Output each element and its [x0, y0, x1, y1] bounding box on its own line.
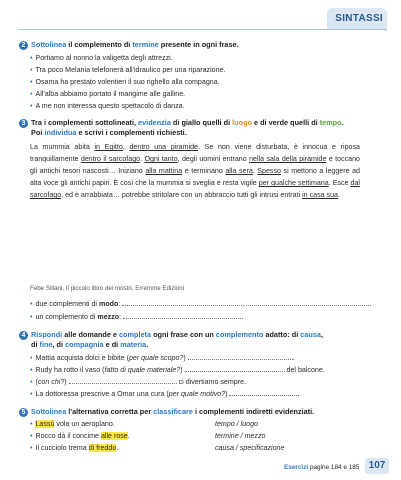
exercise-5-number: 5 — [19, 408, 28, 417]
mezzo-answer-row: • un complemento di mezzo: — [30, 312, 243, 322]
exercise-5-instruction: Sottolinea l'alternativa corretta per classificare i complementi indiretti evidenziati. — [31, 407, 315, 416]
answer-blank[interactable] — [246, 299, 371, 306]
underlined-complement: nella sala della piramide — [249, 155, 327, 164]
underlined-complement: in Egitto — [94, 143, 123, 151]
highlighted-complement: di freddo — [88, 444, 117, 452]
exercises-link[interactable]: Esercizi — [284, 464, 309, 471]
underlined-complement: per qualche settimana — [258, 179, 329, 188]
underlined-complement: alla sera — [225, 167, 253, 176]
exercise-4-question: • (con chi?) ci divertiamo sempre. — [30, 378, 247, 386]
passage-source: Febe Sillani, Il piccolo libro dei mostri, Erremme Edizioni — [30, 285, 185, 292]
underlined-complement: Spesso — [257, 167, 281, 176]
exercise-5-sentence: • Il cucciolo trema di freddo. — [30, 444, 119, 452]
exercise-3-instruction-line-1: Tra i complementi sottolineati, evidenzia di giallo quelli di luogo e di verde quelli di tempo. — [31, 118, 344, 127]
underlined-complement: dal sarcofago — [30, 179, 360, 200]
section-tab-label: SINTASSI — [335, 13, 383, 24]
exercise-2-item: • Osama ha prestato volentieri il suo righello alla compagna. — [30, 78, 220, 86]
exercise-2-instruction: Sottolinea il complemento di termine presente in ogni frase. — [31, 40, 239, 49]
underlined-complement: dentro una piramide — [129, 143, 198, 151]
exercise-3-number: 3 — [19, 119, 28, 128]
section-tab — [327, 8, 387, 30]
answer-blank[interactable] — [185, 365, 285, 372]
header-rule — [18, 29, 387, 30]
exercise-4-question: • Mattia acquista dolci e bibite (per quale scopo?) . — [30, 354, 295, 362]
underlined-complement: Ogni tanto — [144, 155, 178, 164]
underlined-complement: in casa sua — [302, 191, 338, 200]
exercise-5-sentence: • Rocco dà il concime alle rose. — [30, 432, 130, 440]
highlighted-complement: alle rose — [100, 432, 128, 440]
exercise-3-instruction-line-2: Poi individua e scrivi i complementi richiesti. — [31, 128, 187, 137]
exercise-2-item: • A me non interessa questo spettacolo di danza. — [30, 102, 185, 110]
exercise-4-question: • La dottoressa prescrive a Omar una cura (per quale motivo?) — [30, 389, 299, 399]
reading-passage: La mummia abita in Egitto, dentro una piramide. Se non viene disturbata, è innocua e riposa tranquillamente dentro il sarcofago. Ogni tanto, degli uomini entrano nella sala della piramide e toccano gli antichi tesori nascosti… Iniziano alla mattina e terminano alla sera. Spesso si mettono a leggere ad alta voce gli antichi papiri. È così che la mummia si sveglia e resta vigile per qualche settimana. Esce dal sarcofago, ed è arrabbiata… potrebbe stritolare con un abbraccio tutti gli intrusi entrati in casa sua. — [30, 143, 361, 200]
exercise-2-item: • Tra poco Melania telefonerà all'idraulico per una riparazione. — [30, 66, 226, 74]
answer-blank[interactable] — [229, 389, 299, 396]
underlined-complement: alla mattina — [145, 167, 183, 176]
classification-options[interactable]: causa / specificazione — [215, 444, 285, 452]
exercise-4-instruction-line-2: di fine, di compagnia e di materia. — [31, 340, 149, 349]
answer-blank[interactable] — [123, 312, 243, 319]
answer-blank[interactable] — [122, 299, 242, 306]
classification-options[interactable]: termine / mezzo — [215, 432, 266, 440]
exercise-2-item: • Portiamo al nonno la valigetta degli attrezzi. — [30, 54, 173, 62]
exercise-2-item: • All'alba abbiamo portato il mangime alle galline. — [30, 90, 186, 98]
answer-blank[interactable] — [188, 353, 293, 360]
exercise-2-number: 2 — [19, 41, 28, 50]
classification-options[interactable]: tempo / luogo — [215, 420, 258, 428]
exercise-5-sentence: • Lassù vola un aeroplano. — [30, 420, 115, 428]
page-number: 107 — [365, 458, 389, 474]
exercise-4-number: 4 — [19, 331, 28, 340]
modo-answer-row: • due complementi di modo: , — [30, 299, 371, 309]
exercise-4-question: • Rudy ha rotto il vaso (fatto di quale materiale?) del balcone. — [30, 366, 325, 374]
footer-reference: Esercizi pagine 184 e 185 — [284, 464, 360, 471]
underlined-complement: dentro il sarcofago — [80, 155, 141, 164]
answer-blank[interactable] — [69, 377, 177, 384]
highlighted-complement: Lassù — [35, 420, 55, 428]
exercise-4-instruction-line-1: Rispondi alle domande e completa ogni frase con un complemento adatto: di causa, — [31, 330, 323, 339]
